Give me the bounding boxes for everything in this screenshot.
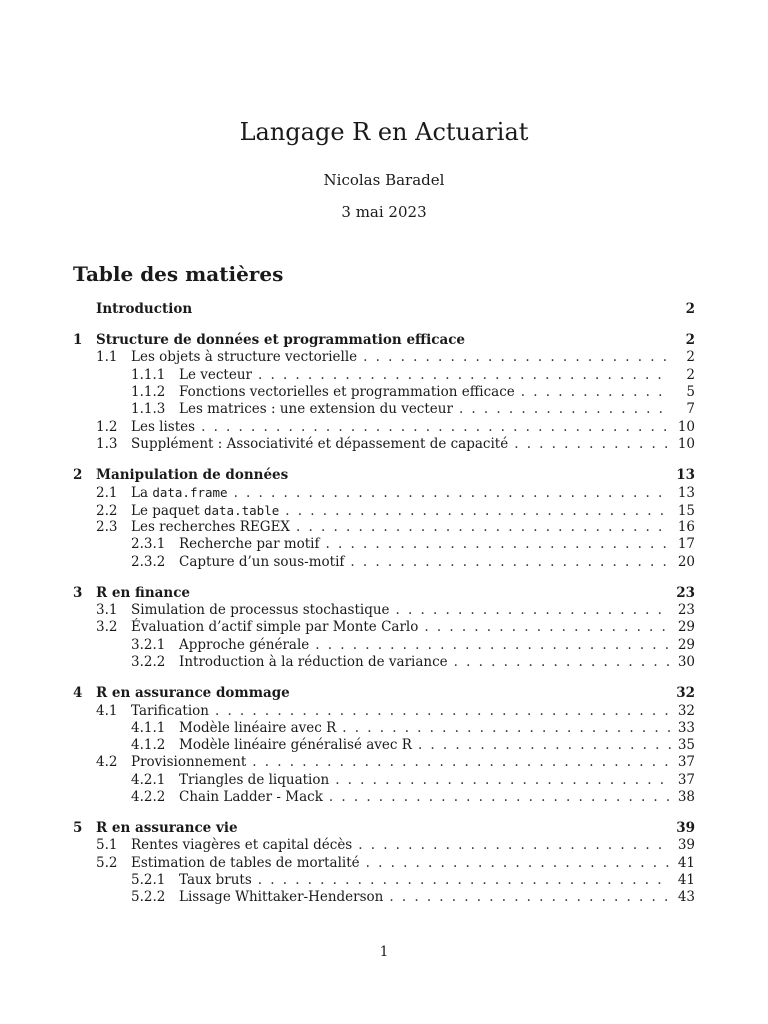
document-date: 3 mai 2023: [341, 203, 427, 221]
toc-entry-page: 2: [686, 366, 695, 383]
toc-entry-page: 16: [677, 519, 695, 536]
toc-entry-number: 1.1: [96, 349, 118, 366]
toc-entry-sub[interactable]: [73, 720, 695, 737]
toc-entry-page: 10: [677, 418, 695, 435]
toc-entry-title: Supplément : Associativité et dépassement de capacité: [131, 435, 509, 452]
table-of-contents: [73, 297, 695, 907]
toc-entry-sub[interactable]: [73, 789, 695, 806]
toc-entry-page: 7: [686, 401, 695, 418]
toc-entry-chap[interactable]: [73, 301, 695, 318]
toc-entry-page: 41: [677, 854, 695, 871]
toc-entry-sec[interactable]: [73, 703, 695, 720]
toc-entry-chap[interactable]: [73, 585, 695, 602]
toc-entry-page: 23: [677, 602, 695, 619]
toc-entry-number: 5: [73, 820, 83, 837]
toc-entry-sub[interactable]: [73, 737, 695, 754]
toc-entry-sub[interactable]: [73, 637, 695, 654]
toc-entry-page: 2: [686, 349, 695, 366]
dot-leader: [424, 619, 671, 636]
toc-entry-number: 3.1: [96, 602, 118, 619]
dot-leader: [454, 654, 671, 671]
toc-entry-number: 2.2: [96, 502, 118, 519]
toc-entry-number: 5.2.1: [131, 872, 166, 889]
toc-entry-page: 17: [677, 536, 695, 553]
toc-entry-sec[interactable]: [73, 484, 695, 501]
toc-entry-title: Introduction à la réduction de variance: [179, 654, 448, 671]
toc-entry-page: 41: [677, 872, 695, 889]
toc-entry-title: Tarification: [131, 702, 209, 719]
toc-entry-title: R en finance: [96, 584, 191, 601]
toc-entry-title: Provisionnement: [131, 754, 247, 771]
toc-entry-title: Modèle linéaire généralisé avec R: [179, 737, 412, 754]
toc-entry-page: 13: [676, 467, 695, 484]
page-number: 1: [379, 944, 389, 960]
toc-entry-number: 3.2.2: [131, 654, 166, 671]
toc-entry-page: 20: [677, 553, 695, 570]
toc-entry-number: 4.1.1: [131, 719, 166, 736]
toc-entry-page: 2: [685, 332, 695, 349]
toc-entry-title: Les matrices : une extension du vecteur: [179, 401, 453, 418]
toc-entry-title: Modèle linéaire avec R: [179, 719, 337, 736]
toc-entry-sub[interactable]: [73, 367, 695, 384]
toc-entry-page: 23: [676, 584, 695, 601]
dot-leader: [396, 602, 671, 619]
toc-entry-page: 15: [677, 502, 695, 519]
toc-entry-page: 38: [677, 788, 695, 805]
toc-entry-number: 3.2: [96, 619, 118, 636]
toc-entry-page: 32: [677, 702, 695, 719]
toc-entry-sec[interactable]: [73, 436, 695, 453]
dot-leader: [363, 349, 671, 366]
dot-leader: [296, 519, 671, 536]
toc-entry-chap[interactable]: [73, 820, 695, 837]
toc-entry-title: Recherche par motif: [179, 536, 320, 553]
toc-entry-sub[interactable]: [73, 654, 695, 671]
toc-entry-page: 30: [677, 654, 695, 671]
toc-entry-title: Les objets à structure vectorielle: [131, 349, 358, 366]
toc-entry-code: data.table: [203, 502, 280, 518]
dot-leader: [335, 772, 671, 789]
dot-leader: [252, 754, 671, 771]
toc-entry-title: Capture d’un sous-motif: [179, 553, 345, 570]
toc-entry-number: 4.1.2: [131, 737, 166, 754]
toc-entry-number: 1: [73, 332, 83, 349]
toc-entry-title: Manipulation de données: [96, 467, 289, 484]
toc-entry-number: 5.2.2: [131, 889, 166, 906]
dot-leader: [315, 637, 671, 654]
toc-entry-title: Taux bruts: [179, 872, 252, 889]
toc-entry-title: Lissage Whittaker-Henderson: [179, 889, 384, 906]
toc-entry-title: Structure de données et programmation efficace: [96, 332, 466, 349]
toc-entry-number: 2.3.1: [131, 536, 166, 553]
toc-entry-title: Le vecteur: [179, 366, 252, 383]
toc-entry-sub[interactable]: [73, 872, 695, 889]
toc-entry-sec[interactable]: [73, 754, 695, 771]
toc-entry-sub[interactable]: [73, 889, 695, 906]
toc-entry-page: 37: [677, 754, 695, 771]
dot-leader: [329, 789, 671, 806]
toc-entry-sec[interactable]: [73, 419, 695, 436]
dot-leader: [514, 436, 671, 453]
toc-entry-number: 4.1: [96, 702, 118, 719]
toc-entry-title: Le paquet data.table: [131, 502, 280, 519]
toc-entry-sec[interactable]: [73, 502, 695, 519]
toc-entry-sub[interactable]: [73, 401, 695, 418]
toc-entry-number: 2.3.2: [131, 553, 166, 570]
dot-leader: [418, 737, 671, 754]
toc-entry-page: 39: [677, 837, 695, 854]
toc-entry-number: 1.1.2: [131, 384, 166, 401]
toc-entry-title: La data.frame: [131, 485, 228, 502]
toc-entry-number: 2.3: [96, 519, 118, 536]
toc-entry-title: Les recherches REGEX: [131, 519, 291, 536]
dot-leader: [215, 703, 671, 720]
toc-entry-sub[interactable]: [73, 554, 695, 571]
toc-entry-number: 2: [73, 467, 83, 484]
toc-entry-code: data.frame: [152, 485, 228, 501]
toc-entry-number: 1.1.3: [131, 401, 166, 418]
dot-leader: [342, 720, 671, 737]
toc-entry-number: 1.2: [96, 418, 118, 435]
dot-leader: [258, 367, 671, 384]
toc-entry-title: Simulation de processus stochastique: [131, 602, 390, 619]
toc-entry-page: 37: [677, 771, 695, 788]
toc-entry-sub[interactable]: [73, 536, 695, 553]
toc-entry-title: Rentes viagères et capital décès: [131, 837, 353, 854]
toc-entry-number: 2.1: [96, 485, 118, 502]
dot-leader: [285, 503, 671, 520]
toc-entry-sec[interactable]: [73, 519, 695, 536]
dot-leader: [201, 419, 671, 436]
toc-entry-sub[interactable]: [73, 384, 695, 401]
toc-entry-number: 4: [73, 685, 83, 702]
document-title: Langage R en Actuariat: [239, 118, 529, 146]
dot-leader: [326, 536, 672, 553]
toc-entry-title: Les listes: [131, 418, 196, 435]
toc-entry-title: Estimation de tables de mortalité: [131, 854, 360, 871]
toc-entry-number: 3: [73, 584, 83, 601]
toc-entry-sec[interactable]: [73, 837, 695, 854]
toc-entry-title: Introduction: [96, 301, 193, 317]
toc-entry-sub[interactable]: [73, 772, 695, 789]
toc-entry-chap[interactable]: [73, 467, 695, 484]
toc-entry-page: 43: [677, 889, 695, 906]
toc-entry-sec[interactable]: [73, 619, 695, 636]
toc-entry-number: 1.1.1: [131, 366, 166, 383]
toc-entry-title: Approche générale: [179, 636, 310, 653]
dot-leader: [459, 401, 671, 418]
toc-entry-page: 32: [676, 685, 695, 702]
dot-leader: [389, 889, 671, 906]
toc-entry-number: 4.2.2: [131, 788, 166, 805]
toc-entry-number: 4.2: [96, 754, 118, 771]
dot-leader: [366, 855, 671, 872]
toc-entry-sec[interactable]: [73, 602, 695, 619]
toc-entry-title: R en assurance vie: [96, 820, 238, 837]
toc-entry-number: 5.2: [96, 854, 118, 871]
toc-entry-sec[interactable]: [73, 349, 695, 366]
toc-entry-title: Évaluation d’actif simple par Monte Carlo: [131, 619, 419, 636]
dot-leader: [350, 554, 671, 571]
toc-entry-number: 4.2.1: [131, 771, 166, 788]
toc-entry-page: 29: [677, 619, 695, 636]
toc-entry-page: 10: [677, 435, 695, 452]
toc-entry-number: 1.3: [96, 435, 118, 452]
toc-entry-title: Chain Ladder - Mack: [179, 788, 323, 805]
toc-entry-page: 13: [677, 485, 695, 502]
toc-entry-sec[interactable]: [73, 855, 695, 872]
toc-entry-page: 5: [686, 384, 695, 401]
toc-entry-number: 3.2.1: [131, 636, 166, 653]
toc-entry-page: 35: [677, 737, 695, 754]
dot-leader: [234, 485, 671, 502]
toc-entry-page: 2: [685, 301, 695, 317]
toc-entry-page: 33: [677, 719, 695, 736]
toc-heading: Table des matières: [73, 262, 284, 286]
toc-entry-page: 29: [677, 636, 695, 653]
document-author: Nicolas Baradel: [323, 171, 445, 189]
toc-entry-title: Fonctions vectorielles et programmation efficace: [179, 384, 515, 401]
toc-entry-number: 5.1: [96, 837, 118, 854]
dot-leader: [258, 872, 671, 889]
toc-entry-title: Triangles de liquation: [179, 771, 330, 788]
toc-entry-chap[interactable]: [73, 332, 695, 349]
dot-leader: [521, 384, 671, 401]
toc-entry-chap[interactable]: [73, 685, 695, 702]
toc-entry-title: R en assurance dommage: [96, 685, 290, 702]
dot-leader: [358, 837, 671, 854]
toc-entry-page: 39: [676, 820, 695, 837]
